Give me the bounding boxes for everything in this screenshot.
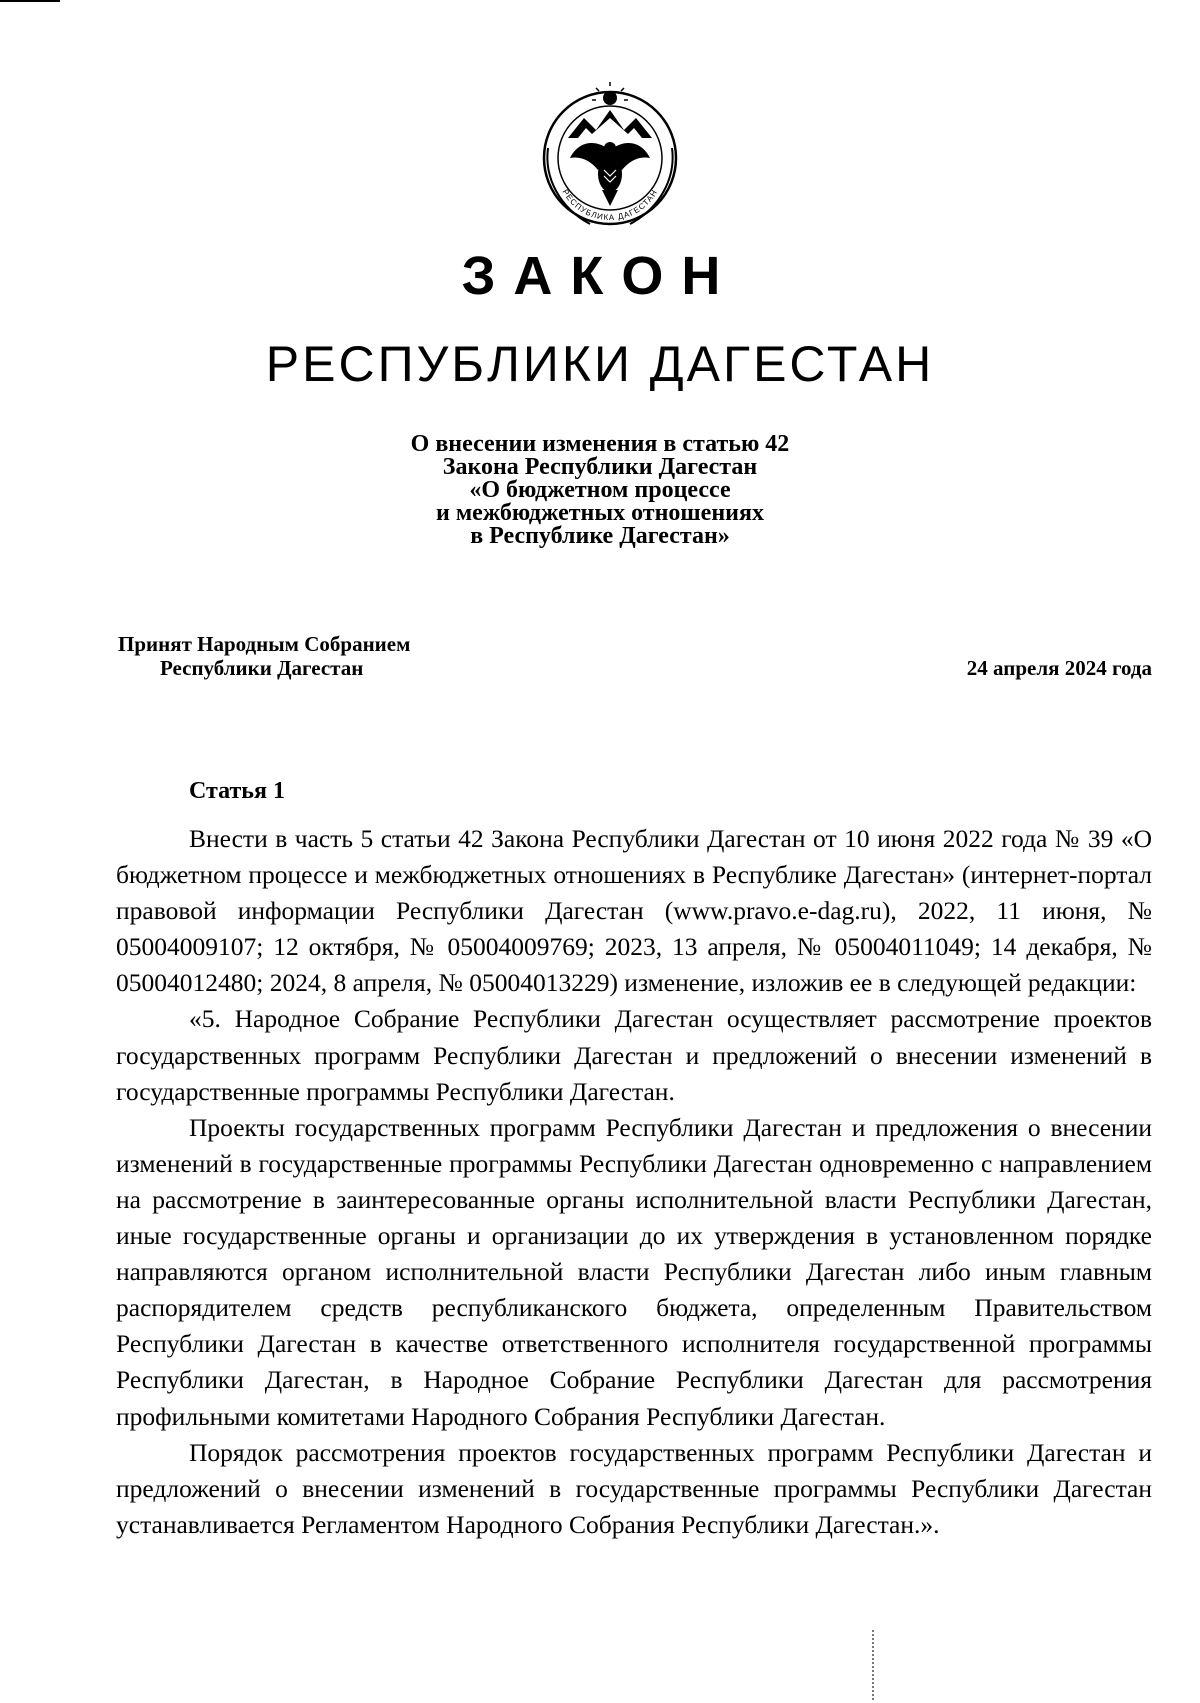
article-paragraph: Внести в часть 5 статьи 42 Закона Республики Дагестан от 10 июня 2022 года № 39 «О бюджетном процессе и межбюджетных отношениях в Республике Дагестан» (интернет-портал правовой информации Республики Дагестан (www.pravo.e-dag.ru), 2022, 11 июня, № 05004009107; 12 октября, № 05004009769; 2023, 13 апреля, № 05004011049; 14 декабря, № 05004012480; 2024, 8 апреля, № 05004013229) изменение, изложив ее в следующей редакции: xyxy=(116,824,1152,998)
adopted-by-line: Республики Дагестан xyxy=(160,656,364,680)
adopted-by xyxy=(118,632,410,680)
adoption-date: 24 апреля 2024 года xyxy=(966,656,1152,680)
emblem-ring-text: РЕСПУБЛИКА ДАГЕСТАН xyxy=(560,187,660,223)
article-paragraph: Проекты государственных программ Республики Дагестан и предложения о внесении изменений в государственные программы Республики Дагестан одновременно с направлением на рассмотрение в заинтересованные органы исполнительной власти Республики Дагестан, иные государственные органы и организации до их утверждения в установленном порядке направляются органом исполнительной власти Республики Дагестан либо иным главным распорядителем средств республиканского бюджета, определенным Правительством Республики Дагестан в качестве ответственного исполнителя государственной программы Республики Дагестан, в Народное Собрание Республики Дагестан для рассмотрения профильными комитетами Народного Собрания Республики Дагестан. xyxy=(116,1112,1152,1431)
heading-line: Закона Республики Дагестан xyxy=(442,454,758,480)
heading-line: «О бюджетном процессе xyxy=(469,477,731,503)
article-paragraph: Порядок рассмотрения проектов государственных программ Республики Дагестан и предложений о внесении изменений в государственные программы Республики Дагестан устанавливается Регламентом Народного Собрания Республики Дагестан.». xyxy=(116,1437,1152,1539)
article-title: Статья 1 xyxy=(189,778,285,804)
heading-line: в Республике Дагестан» xyxy=(470,523,730,549)
article-paragraph: «5. Народное Собрание Республики Дагестан осуществляет рассмотрение проектов государственных программ Республики Дагестан и предложений о внесении изменений в государственные программы Республики Дагестан. xyxy=(116,1004,1152,1106)
article-body xyxy=(116,821,1152,1543)
document-heading xyxy=(0,433,1200,548)
scan-edge-mark xyxy=(0,0,60,2)
law-title: ЗАКОН xyxy=(461,246,739,306)
heading-line: и межбюджетных отношениях xyxy=(436,500,764,526)
heading-line: О внесении изменения в статью 42 xyxy=(410,431,790,457)
law-subtitle: РЕСПУБЛИКИ ДАГЕСТАН xyxy=(265,336,935,392)
dagestan-coat-of-arms-icon xyxy=(530,78,690,238)
adopted-by-line: Принят Народным Собранием xyxy=(118,632,411,656)
scan-artifact xyxy=(872,1630,876,1700)
